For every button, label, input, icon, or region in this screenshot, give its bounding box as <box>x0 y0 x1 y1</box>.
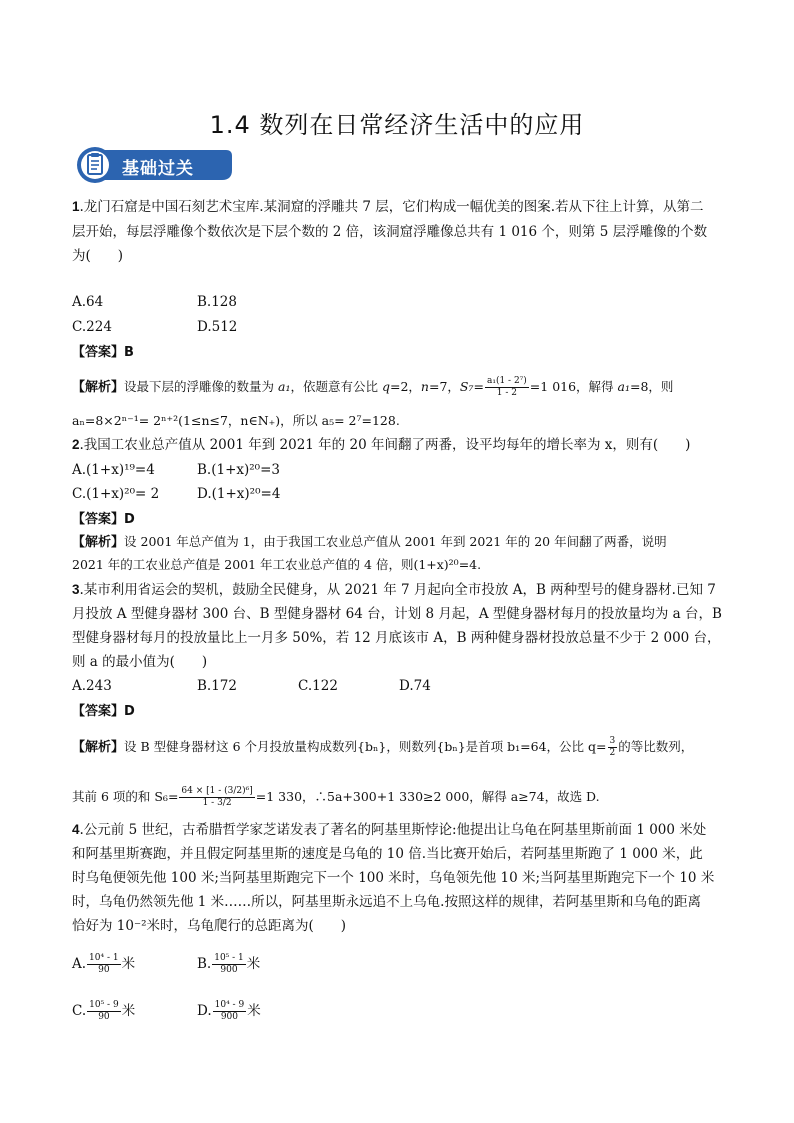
q2-option-a: A.(1+x)¹⁹=4 <box>72 462 155 478</box>
q2-line-1 <box>72 435 690 455</box>
fraction-denominator: 900 <box>220 965 238 975</box>
q2-option-d: D.(1+x)²⁰=4 <box>197 486 281 502</box>
q1-exp-text: =8，则 <box>630 379 674 394</box>
q3-exp-text: 其前 6 项的和 S₆= <box>72 789 179 804</box>
q3-line-3: 型健身器材每月的投放量比上一月多 50%，若 12 月底该市 A，B 两种健身器材投放总量不少于 2 000 台， <box>72 630 721 646</box>
fraction-denominator: 90 <box>98 1012 110 1022</box>
q1-option-b: B.128 <box>197 294 237 310</box>
option-fraction <box>87 1000 121 1023</box>
q1-line-1 <box>72 197 704 217</box>
fraction-numerator: 10⁵ - 9 <box>89 1000 119 1010</box>
q4-option-d <box>197 1000 261 1023</box>
fraction-denominator: 2 <box>609 748 616 758</box>
option-letter: D. <box>197 1003 212 1019</box>
q4-line-1 <box>72 820 706 840</box>
q3-text-1: .某市利用省运会的契机，鼓励全民健身，从 2021 年 7 月起向全市投放 A，B 两种型号的健身器材.已知 7 <box>79 582 716 598</box>
q1-explanation-2: aₙ=8×2ⁿ⁻¹= 2ⁿ⁺²(1≤n≤7，n∈N₊)，所以 a₅= 2⁷=128. <box>72 413 400 428</box>
q3-sum-fraction <box>179 786 254 809</box>
q1-exp-text: 设最下层的浮雕像的数量为 <box>124 379 278 394</box>
q3-number: 3 <box>72 582 80 597</box>
q3-exp-text: 的等比数列， <box>618 739 694 754</box>
q1-option-c: C.224 <box>72 319 112 335</box>
q4-line-5: 恰好为 10⁻²米时，乌龟爬行的总距离为( ) <box>72 918 347 934</box>
option-unit: 米 <box>121 956 136 972</box>
q3-exp-label: 【解析】 <box>72 740 125 755</box>
q3-option-d: D.74 <box>399 678 431 694</box>
q3-line-2: 月投放 A 型健身器材 300 台、B 型健身器材 64 台，计划 8 月起，A 型健身器材每月的投放量均为 a 台，B <box>72 606 722 622</box>
q1-exp-text: =7， <box>428 379 460 394</box>
fraction-numerator: 10⁴ - 9 <box>214 1000 245 1010</box>
fraction-numerator: a₁(1 - 2⁷) <box>486 376 527 386</box>
q2-explanation-2: 2021 年的工农业总产值是 2001 年工农业总产值的 4 倍，则(1+x)²⁰=4. <box>72 557 482 572</box>
q3-explanation-1 <box>72 736 693 759</box>
q4-option-a <box>72 953 135 976</box>
q1-text-1: .龙门石窟是中国石刻艺术宝库.某洞窟的浮雕共 7 层，它们构成一幅优美的图案.若从下往上计算，从第二 <box>79 199 704 215</box>
q3-answer: 【答案】D <box>72 704 135 719</box>
fraction-numerator: 10⁵ - 1 <box>214 953 244 963</box>
banner-label: 基础过关 <box>122 159 194 179</box>
fraction-denominator: 1 - 3/2 <box>202 798 232 808</box>
q1-explanation-1 <box>72 376 673 399</box>
q2-option-b: B.(1+x)²⁰=3 <box>197 462 280 478</box>
q2-exp-label: 【解析】 <box>72 535 125 550</box>
option-letter: A. <box>72 956 87 972</box>
q2-exp-text: 设 2001 年总产值为 1，由于我国工农业总产值从 2001 年到 2021 年的 20 年间翻了两番，说明 <box>124 534 667 549</box>
q4-line-4: 时，乌龟仍然领先他 1 米……所以，阿基里斯永远追不上乌龟.按照这样的规律，若阿基里斯和乌龟的距离 <box>72 894 701 910</box>
var-n: n <box>420 379 429 394</box>
option-letter: B. <box>197 956 212 972</box>
option-unit: 米 <box>247 1003 261 1019</box>
q2-number: 2 <box>72 437 80 452</box>
option-fraction <box>87 953 121 976</box>
option-fraction <box>213 1000 247 1023</box>
section-banner <box>76 146 234 184</box>
q1-exp-text: = <box>473 379 484 394</box>
q1-number: 1 <box>72 199 80 214</box>
option-letter: C. <box>72 1003 87 1019</box>
q1-sum-fraction <box>485 376 529 399</box>
fraction-denominator: 1 - 2 <box>496 388 517 398</box>
q3-explanation-2 <box>72 786 600 809</box>
q1-line-3: 为( ) <box>72 248 124 264</box>
q3-ratio-fraction <box>608 736 618 759</box>
q3-line-1 <box>72 580 716 600</box>
q1-line-2: 层开始，每层浮雕像个数依次是下层个数的 2 倍，该洞窟浮雕像总共有 1 016 个，则第 5 层浮雕像的个数 <box>72 224 708 240</box>
q3-option-b: B.172 <box>197 678 237 694</box>
fraction-denominator: 90 <box>98 965 110 975</box>
q2-text-1: .我国工农业总产值从 2001 年到 2021 年的 20 年间翻了两番，设平均每年的增长率为 x，则有( ) <box>79 437 691 453</box>
fraction-denominator: 900 <box>220 1012 239 1022</box>
q1-answer: 【答案】B <box>72 345 134 360</box>
fraction-numerator: 64 × [1 - (3/2)⁶] <box>181 786 253 796</box>
var-s7: S₇ <box>459 379 474 394</box>
var-a1: a₁ <box>617 379 630 394</box>
var-q: q <box>381 379 390 394</box>
q4-number: 4 <box>72 822 80 837</box>
fraction-numerator: 3 <box>609 736 616 746</box>
q3-option-c: C.122 <box>298 678 338 694</box>
q3-exp-text: 设 B 型健身器材这 6 个月投放量构成数列{bₙ}，则数列{bₙ}是首项 b₁=64，公比 q= <box>124 739 607 754</box>
q4-line-2: 和阿基里斯赛跑，并且假定阿基里斯的速度是乌龟的 10 倍.当比赛开始后，若阿基里斯跑了 1 000 米，此 <box>72 846 703 862</box>
option-fraction <box>212 953 246 976</box>
q3-exp-text: =1 330，∴5a+300+1 330≥2 000，解得 a≥74，故选 D. <box>255 789 600 804</box>
clipboard-list-icon <box>76 146 114 184</box>
q4-option-c <box>72 1000 135 1023</box>
q4-option-b <box>197 953 260 976</box>
var-a1: a₁ <box>278 379 291 394</box>
q3-line-4: 则 a 的最小值为( ) <box>72 654 208 670</box>
q2-answer: 【答案】D <box>72 512 135 527</box>
q2-explanation-1 <box>72 532 667 553</box>
q1-exp-text: =1 016，解得 <box>529 379 618 394</box>
q1-exp-text: =2， <box>389 379 421 394</box>
q1-option-d: D.512 <box>197 319 238 335</box>
q3-option-a: A.243 <box>72 678 112 694</box>
q1-option-a: A.64 <box>72 294 104 310</box>
q1-exp-label: 【解析】 <box>72 380 125 395</box>
q4-line-3: 时乌龟便领先他 100 米;当阿基里斯跑完下一个 100 米时，乌龟领先他 10 米;当阿基里斯跑完下一个 10 米 <box>72 870 715 886</box>
option-unit: 米 <box>121 1003 136 1019</box>
q2-option-c: C.(1+x)²⁰= 2 <box>72 486 160 502</box>
fraction-numerator: 10⁴ - 1 <box>89 953 119 963</box>
q4-text-1: .公元前 5 世纪，古希腊哲学家芝诺发表了著名的阿基里斯悖论:他提出让乌龟在阿基里斯前面 1 000 米处 <box>79 822 707 838</box>
option-unit: 米 <box>246 956 261 972</box>
page-title: 1.4 数列在日常经济生活中的应用 <box>209 111 585 139</box>
q1-exp-text: ，依题意有公比 <box>290 379 382 394</box>
